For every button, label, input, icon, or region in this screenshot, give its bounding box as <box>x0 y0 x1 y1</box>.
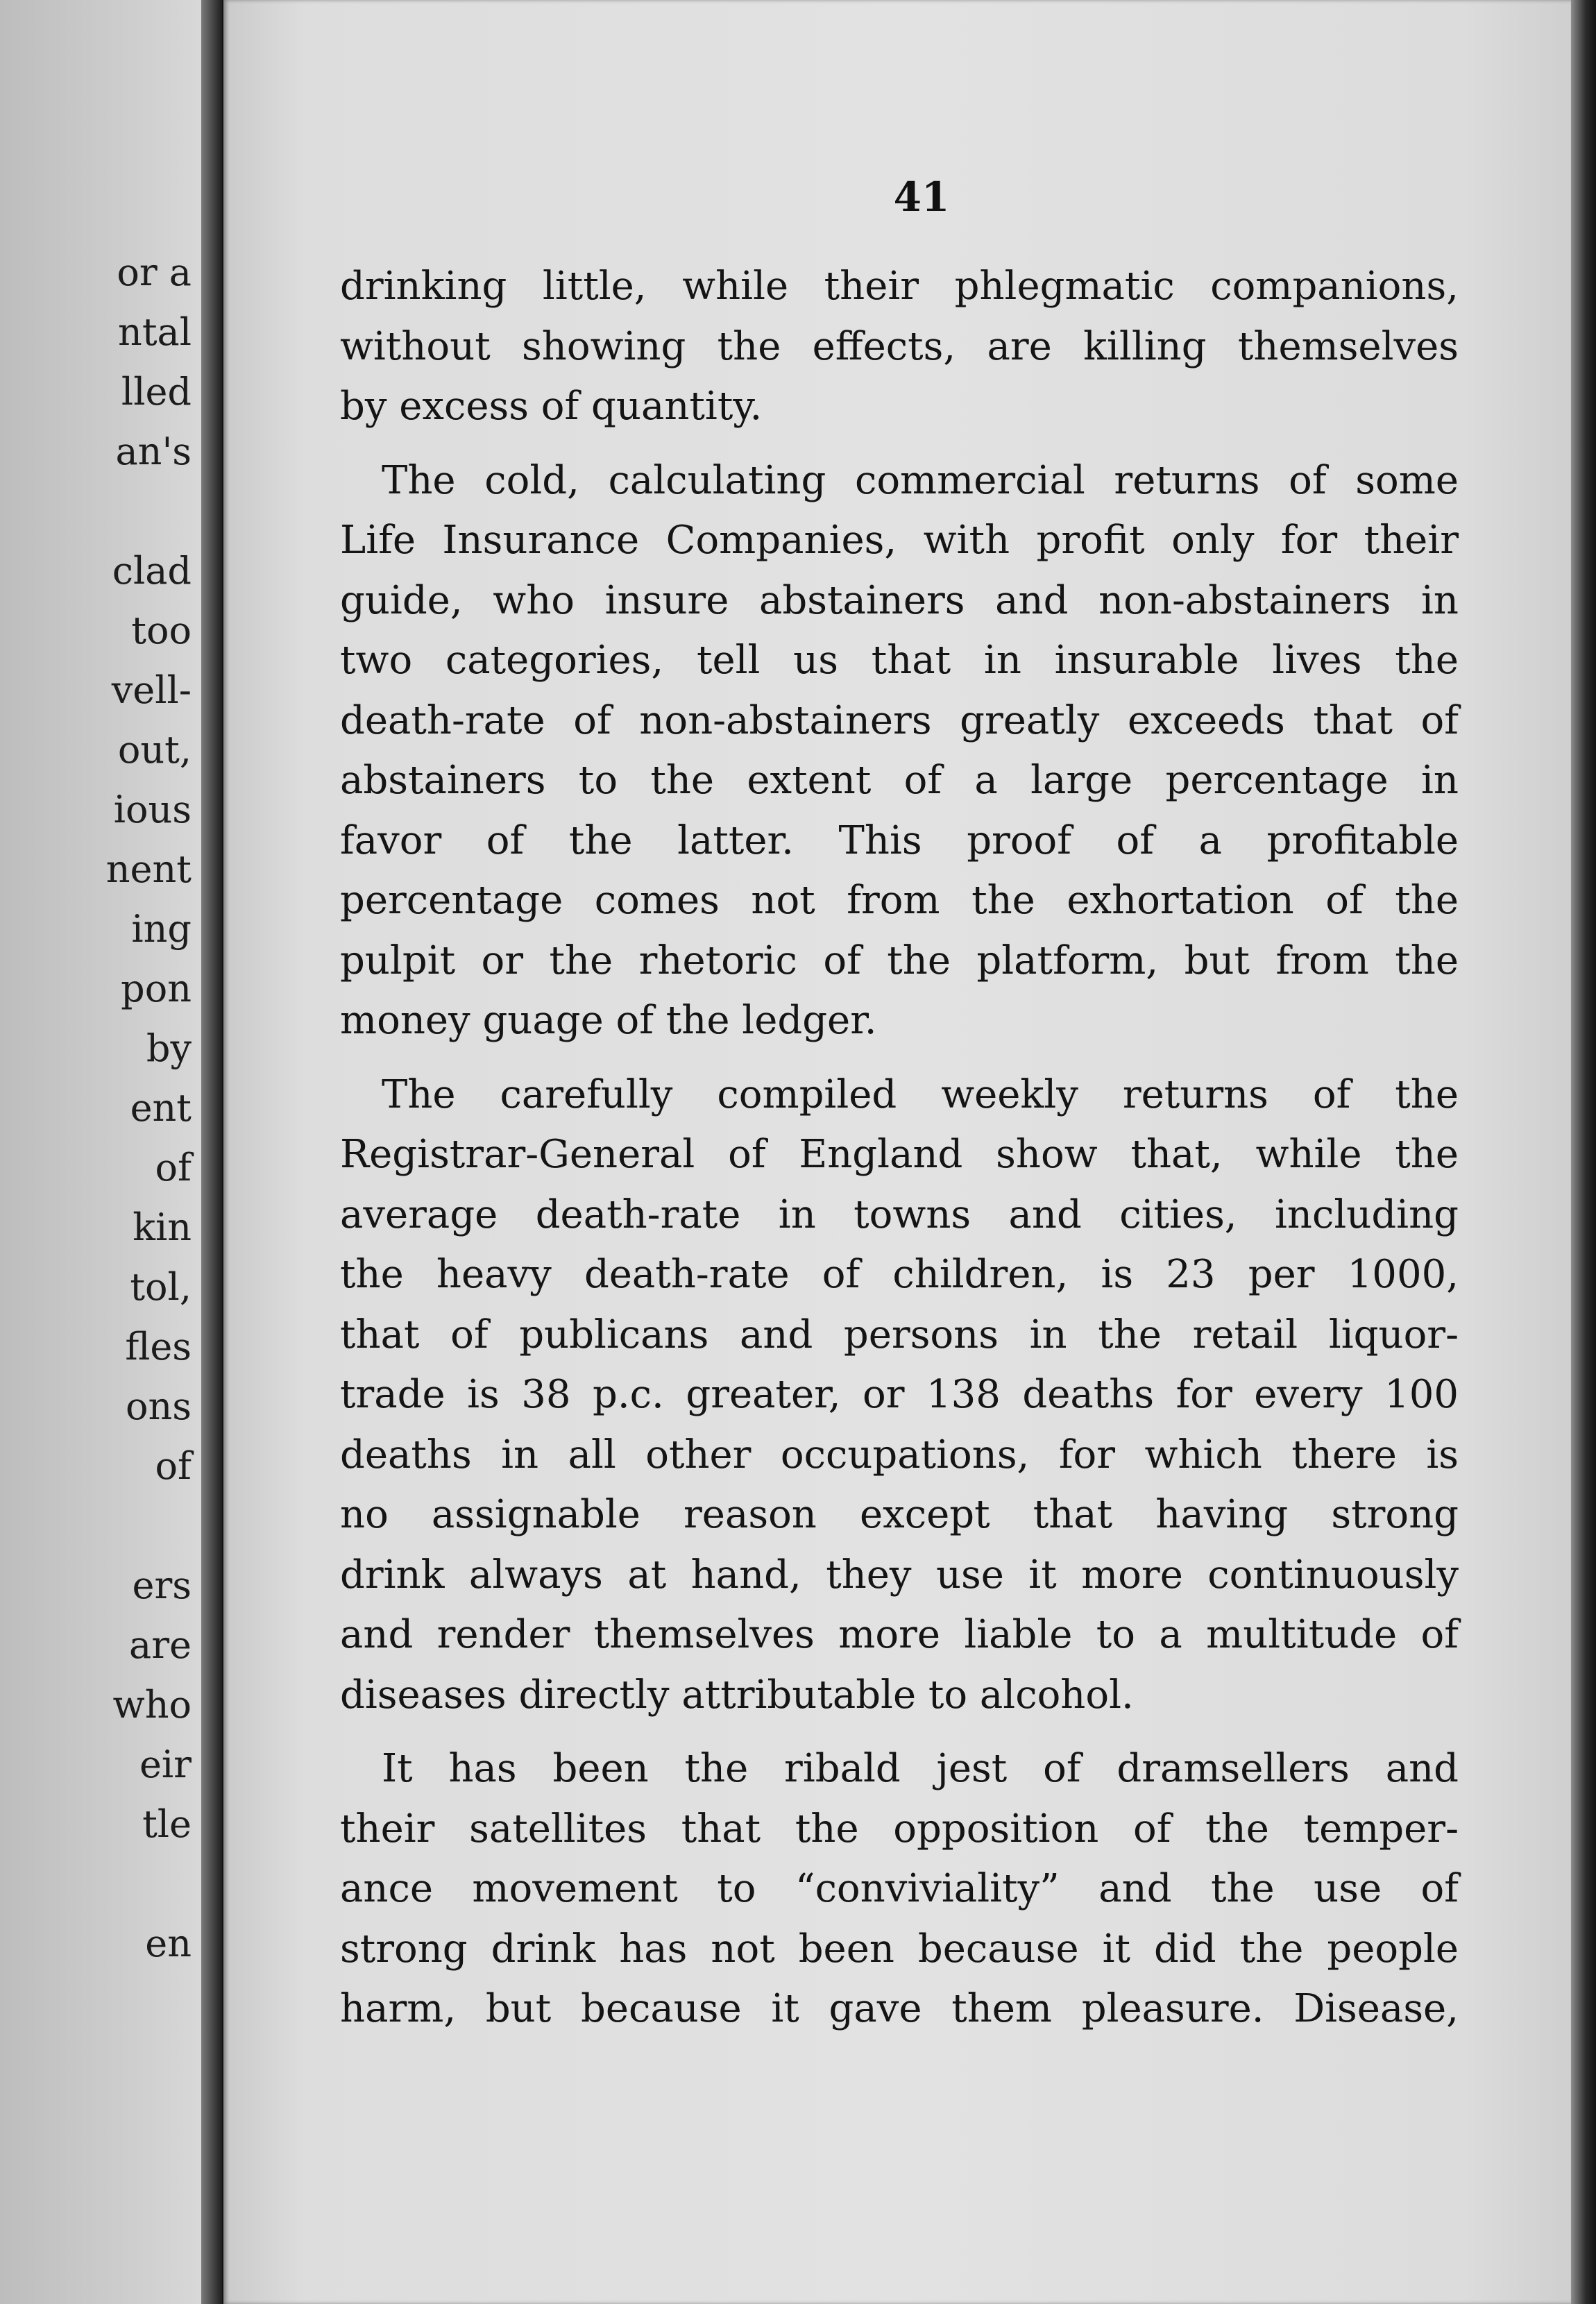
text-line: Life Insurance Companies, with profit only for their <box>340 518 1459 563</box>
text-line: that of publicans and persons in the retail liquor- <box>340 1312 1459 1357</box>
previous-page-text <box>106 243 192 1974</box>
paragraph <box>340 1065 1459 1726</box>
text-line: ance movement to “conviviality” and the use of <box>340 1866 1459 1911</box>
text-line: diseases directly attributable to alcohol. <box>340 1672 1134 1718</box>
text-line: harm, but because it gave them pleasure. Disease, <box>340 1986 1459 2031</box>
text-line: two categories, tell us that in insurable lives the <box>340 638 1459 683</box>
text-line: The cold, calculating commercial returns of some <box>382 457 1459 503</box>
text-line: their satellites that the opposition of the temper- <box>340 1806 1459 1852</box>
previous-page-line: ntal <box>118 310 192 354</box>
previous-page-line: of <box>155 1444 192 1488</box>
text-line: favor of the latter. This proof of a profitable <box>340 818 1459 863</box>
previous-page-line: kin <box>133 1205 192 1249</box>
previous-page-line: clad <box>112 549 192 593</box>
text-line: guide, who insure abstainers and non-abstainers in <box>340 577 1459 623</box>
text-line: abstainers to the extent of a large percentage in <box>340 758 1459 803</box>
previous-page-line <box>106 1496 192 1556</box>
text-line: pulpit or the rhetoric of the platform, but from the <box>340 938 1459 983</box>
previous-page-line: vell- <box>111 668 192 712</box>
previous-page-line: an's <box>115 430 192 473</box>
text-line: drink always at hand, they use it more continuously <box>340 1552 1459 1598</box>
previous-page-line: fles <box>125 1325 192 1369</box>
previous-page-line: or a <box>117 251 192 294</box>
book-gutter <box>201 0 222 2304</box>
previous-page-line: tle <box>142 1802 192 1846</box>
text-line: no assignable reason except that having strong <box>340 1492 1459 1537</box>
previous-page-line: pon <box>121 967 192 1010</box>
previous-page-line: ent <box>130 1086 192 1130</box>
previous-page-line: ons <box>125 1384 192 1428</box>
text-line: It has been the ribald jest of dramsellers and <box>382 1746 1459 1791</box>
paragraph <box>340 257 1459 437</box>
text-line: drinking little, while their phlegmatic companions, <box>340 264 1459 309</box>
previous-page-line <box>106 1854 192 1914</box>
text-line: strong drink has not been because it did the people <box>340 1926 1459 1972</box>
previous-page-line: ers <box>132 1564 192 1607</box>
text-line: without showing the effects, are killing themselves <box>340 323 1459 369</box>
current-page <box>223 0 1571 2304</box>
previous-page-line: ing <box>131 907 192 951</box>
previous-page <box>0 0 201 2304</box>
previous-page-line: too <box>131 609 192 652</box>
previous-page-line: eir <box>139 1743 192 1786</box>
previous-page-line: tol, <box>130 1265 192 1309</box>
previous-page-line: lled <box>121 370 192 414</box>
previous-page-line: by <box>146 1026 192 1070</box>
text-line: death-rate of non-abstainers greatly exceeds that of <box>340 697 1459 743</box>
text-line: by excess of quantity. <box>340 384 763 429</box>
text-line: Registrar-General of England show that, while the <box>340 1132 1459 1177</box>
page-body <box>340 257 1459 2053</box>
previous-page-line: are <box>129 1623 192 1667</box>
page-edge <box>1571 0 1596 2304</box>
previous-page-line: ious <box>113 788 192 831</box>
text-line: and render themselves more liable to a multitude of <box>340 1612 1459 1657</box>
text-line: money guage of the ledger. <box>340 998 877 1043</box>
paragraph <box>340 1739 1459 2040</box>
paragraph <box>340 451 1459 1051</box>
previous-page-line: nent <box>105 847 192 891</box>
previous-page-line <box>106 482 192 541</box>
page-number: 41 <box>893 173 950 221</box>
text-line: the heavy death-rate of children, is 23 per 1000, <box>340 1252 1459 1297</box>
text-line: trade is 38 p.c. greater, or 138 deaths for every 100 <box>340 1372 1459 1417</box>
text-line: deaths in all other occupations, for which there is <box>340 1432 1459 1477</box>
previous-page-line: en <box>145 1922 192 1965</box>
previous-page-line: who <box>112 1683 192 1727</box>
previous-page-line: of <box>155 1146 192 1189</box>
previous-page-line: out, <box>117 728 192 772</box>
text-line: average death-rate in towns and cities, including <box>340 1192 1459 1237</box>
text-line: The carefully compiled weekly returns of the <box>382 1071 1459 1117</box>
text-line: percentage comes not from the exhortation of the <box>340 878 1459 923</box>
